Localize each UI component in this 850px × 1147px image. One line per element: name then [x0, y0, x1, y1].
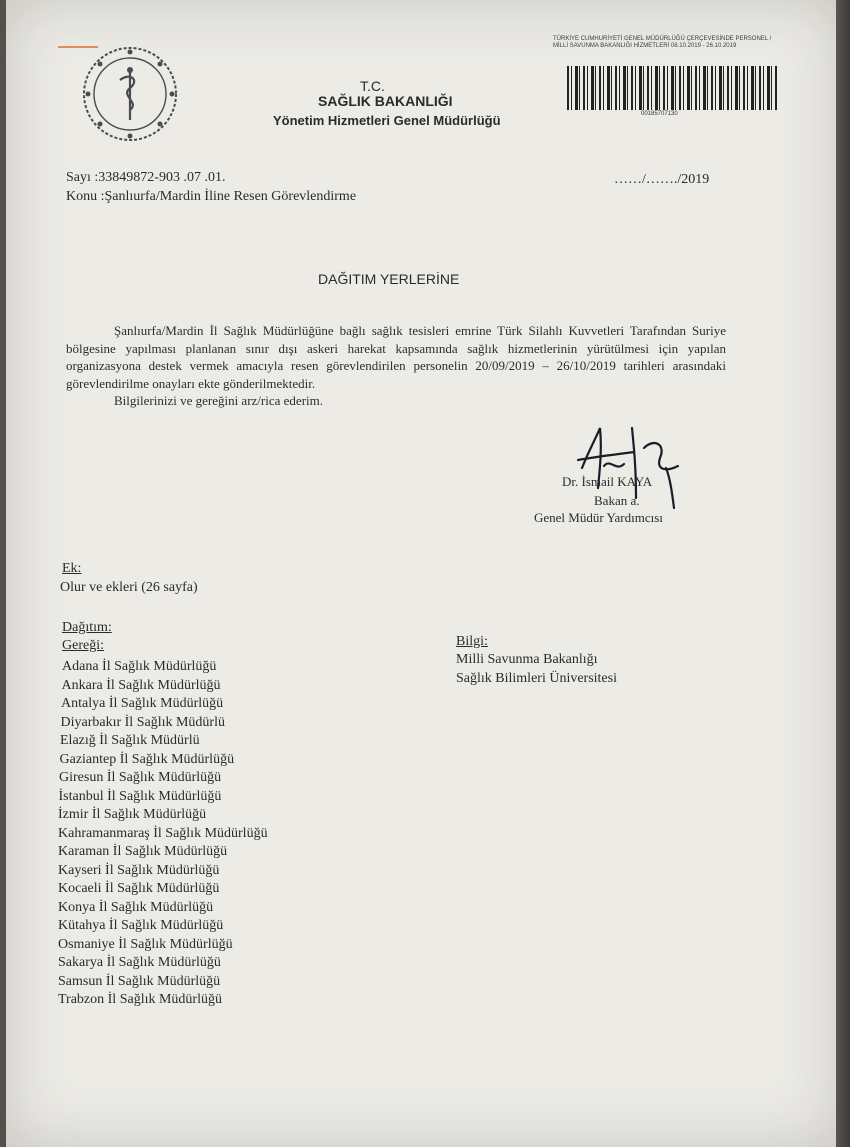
- distribution-item: Trabzon İl Sağlık Müdürlüğü: [58, 992, 222, 1007]
- signatory-title-1: Bakan a.: [594, 493, 640, 508]
- distribution-item: Kocaeli İl Sağlık Müdürlüğü: [58, 881, 220, 896]
- header-tc: T.C.: [360, 78, 385, 94]
- distribution-item: Kayseri İl Sağlık Müdürlüğü: [58, 862, 220, 878]
- closing-sentence: Bilgilerinizi ve gereğini arz/rica ederim.: [114, 393, 323, 408]
- distribution-item: Antalya İl Sağlık Müdürlüğü: [61, 696, 224, 711]
- header-ministry: SAĞLIK BAKANLIĞI: [318, 93, 453, 109]
- distribution-heading: DAĞITIM YERLERİNE: [318, 271, 460, 287]
- body-paragraph: Şanlıurfa/Mardin İl Sağlık Müdürlüğüne bağlı sağlık tesisleri emrine Türk Silahlı Kuvvetleri Tarafından Suriye bölgesine yapılması planlanan sınır dışı askeri harekat kapsamında sağlık hizmetlerinin yürütülmesi için yapılan organizasyona destek vermek amacıyla resen görevlendirilen personelin 20/09/2019 – 26/10/2019 tarihleri arasındaki görevlendirilme onayları ekte gönderilmektedir.: [66, 323, 726, 391]
- signatory-name: Dr. İsmail KAYA: [562, 474, 653, 489]
- body-text: [66, 322, 726, 410]
- document-date: ……/……./2019: [614, 172, 710, 187]
- distribution-item: Giresun İl Sağlık Müdürlüğü: [59, 770, 222, 785]
- header-directorate: Yönetim Hizmetleri Genel Müdürlüğü: [273, 113, 501, 128]
- bilgi-item: Sağlık Bilimleri Üniversitesi: [456, 671, 617, 686]
- background-edge: [836, 0, 850, 1147]
- distribution-item: İstanbul İl Sağlık Müdürlüğü: [58, 788, 222, 804]
- distribution-label: Dağıtım:: [62, 620, 112, 635]
- bilgi-item: Milli Savunma Bakanlığı: [456, 652, 598, 667]
- distribution-item: Konya İl Sağlık Müdürlüğü: [58, 899, 214, 915]
- distribution-item: Ankara İl Sağlık Müdürlüğü: [61, 677, 221, 693]
- attachments-label: Ek:: [62, 561, 82, 576]
- bilgi-label: Bilgi:: [456, 634, 488, 649]
- ministry-seal-logo: [78, 42, 182, 146]
- distribution-item: İzmir İl Sağlık Müdürlüğü: [58, 807, 207, 822]
- gerek-label: Gereği:: [62, 638, 104, 653]
- distribution-item: Kahramanmaraş İl Sağlık Müdürlüğü: [58, 825, 268, 841]
- distribution-item: Adana İl Sağlık Müdürlüğü: [62, 659, 217, 674]
- distribution-item: Gaziantep İl Sağlık Müdürlüğü: [59, 751, 235, 767]
- stamp-text: TÜRKİYE CUMHURİYETİ GENEL MÜDÜRLÜĞÜ ÇERÇEVESİNDE PERSONEL / MİLLİ SAVUNMA BAKANLIĞI HİZMETLERİ 08.10.2019 - 26.10.2019: [553, 36, 772, 49]
- barcode: [567, 66, 779, 110]
- distribution-item: Elazığ İl Sağlık Müdürlü: [60, 733, 200, 748]
- document-subject: Konu :Şanlıurfa/Mardin İline Resen Görevlendirme: [66, 189, 357, 204]
- distribution-item: Sakarya İl Sağlık Müdürlüğü: [58, 955, 221, 970]
- distribution-item: Karaman İl Sağlık Müdürlüğü: [58, 844, 228, 859]
- document-barcode-stamp: [553, 36, 779, 120]
- distribution-item: Diyarbakır İl Sağlık Müdürlü: [60, 714, 225, 730]
- document-number: Sayı :33849872-903 .07 .01.: [66, 170, 226, 185]
- attachments-item: Olur ve ekleri (26 sayfa): [60, 580, 198, 595]
- barcode-number: 00185707130: [641, 111, 678, 117]
- signatory-title-2: Genel Müdür Yardımcısı: [534, 510, 663, 525]
- distribution-item: Osmaniye İl Sağlık Müdürlüğü: [58, 936, 233, 952]
- gerek-list: [58, 658, 268, 1010]
- distribution-item: Samsun İl Sağlık Müdürlüğü: [58, 973, 221, 989]
- distribution-item: Kütahya İl Sağlık Müdürlüğü: [58, 918, 224, 933]
